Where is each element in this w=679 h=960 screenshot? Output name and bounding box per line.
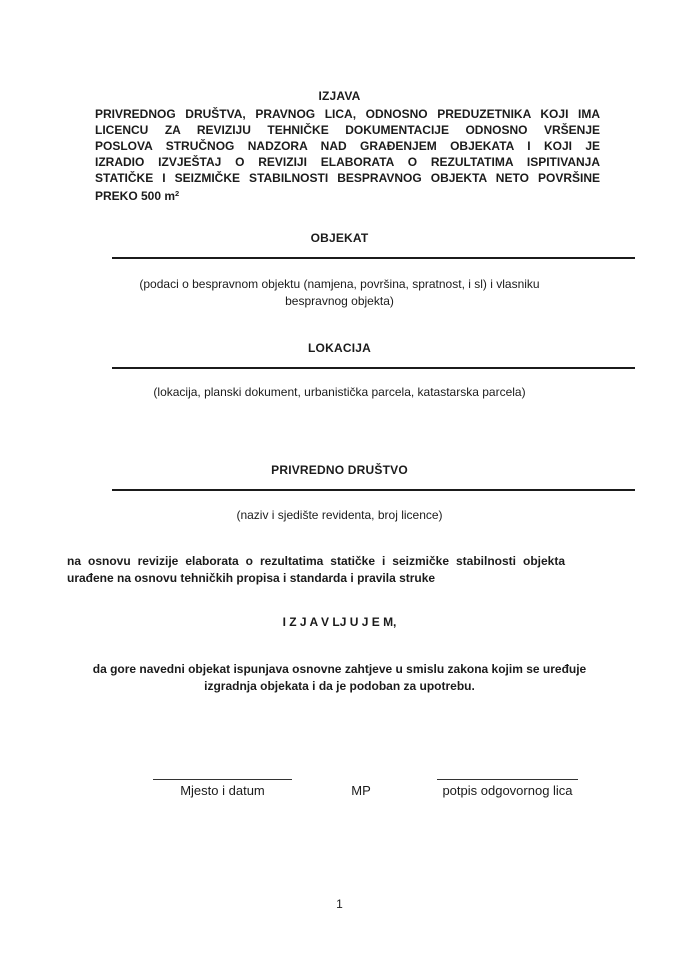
section-rule-objekat — [112, 257, 635, 259]
intro-last-text: PREKO 500 m — [95, 189, 176, 203]
page-title: IZJAVA — [318, 89, 361, 103]
signature-signer-block — [437, 779, 578, 799]
place-date-signature-line: Mjesto i datum — [153, 779, 292, 799]
intro-line-4: IZRADIO IZVJEŠTAJ O REVIZIJI ELABORATA O REZULTATIMA ISPITIVANJA — [95, 155, 600, 169]
intro-line-5: STATIČKE I SEIZMIČKE STABILNOSTI BESPRAVNOG OBJEKTA NETO POVRŠINE — [95, 171, 600, 185]
basis-line-2: urađene na osnovu tehničkih propisa i standarda i pravila struke — [67, 571, 436, 585]
section-rule-lokacija — [112, 367, 635, 369]
signature-place-date-block — [153, 779, 292, 799]
signer-signature-line: potpis odgovornog lica — [437, 779, 578, 799]
intro-line-1: PRIVREDNOG DRUŠTVA, PRAVNOG LICA, ODNOSNO PREDUZETNIKA KOJI IMA — [95, 107, 600, 121]
basis-line-1: na osnovu revizije elaborata o rezultatima statičke i seizmičke stabilnosti objekta — [67, 554, 565, 568]
statement-paragraph — [0, 661, 679, 695]
section-caption-lokacija: (lokacija, planski dokument, urbanistička parcela, katastarska parcela) — [153, 385, 526, 399]
intro-line-6 — [95, 186, 600, 204]
caption-objekat-line-1: (podaci o bespravnom objektu (namjena, površina, spratnost, i sl) i vlasniku — [139, 277, 540, 291]
square-meter-superscript: 2 — [175, 189, 180, 198]
declaration-heading: I Z J A V LJ U J E M, — [282, 615, 397, 629]
intro-paragraph — [95, 106, 600, 204]
section-heading-privredno-drustvo: PRIVREDNO DRUŠTVO — [271, 463, 408, 477]
statement-line-1: da gore navedni objekat ispunjava osnovne zahtjeve u smislu zakona kojim se uređuje — [92, 662, 587, 676]
caption-objekat-line-2: bespravnog objekta) — [285, 294, 394, 308]
section-caption-privredno-drustvo: (naziv i sjedište revidenta, broj licence) — [236, 508, 443, 522]
basis-paragraph — [67, 553, 565, 587]
intro-line-2: LICENCU ZA REVIZIJU TEHNIČKE DOKUMENTACIJE ODNOSNO VRŠENJE — [95, 123, 600, 137]
section-heading-lokacija: LOKACIJA — [308, 341, 371, 355]
statement-line-2: izgradnja objekata i da je podoban za upotrebu. — [204, 679, 475, 693]
page-number: 1 — [336, 897, 343, 911]
intro-line-3: POSLOVA STRUČNOG NADZORA NAD GRAĐENJEM OBJEKATA I KOJI JE — [95, 139, 600, 153]
section-caption-objekat — [0, 276, 679, 310]
section-rule-privredno-drustvo — [112, 489, 635, 491]
stamp-placeholder: MP — [351, 783, 371, 798]
section-heading-objekat: OBJEKAT — [310, 231, 369, 245]
